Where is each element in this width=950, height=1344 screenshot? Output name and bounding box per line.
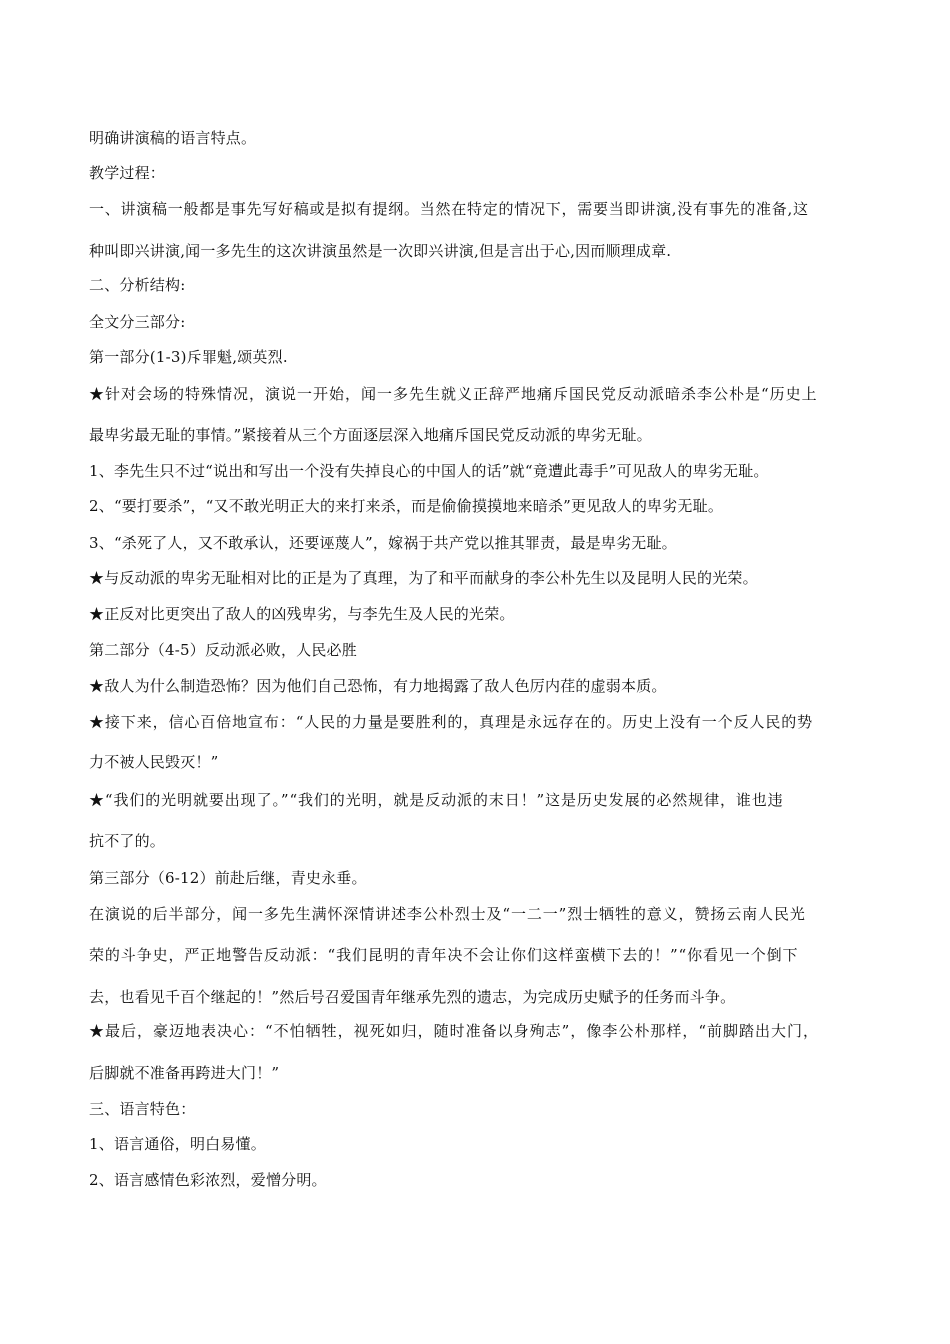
text-line: 全文分三部分: <box>89 313 186 331</box>
text-line: 第二部分（4-5）反动派必败，人民必胜 <box>89 641 357 659</box>
text-line: ★与反动派的卑劣无耻相对比的正是为了真理，为了和平而献身的李公朴先生以及昆明人民的光荣。 <box>89 569 758 587</box>
text-line: 二、分析结构: <box>89 276 186 294</box>
text-line: 抗不了的。 <box>89 832 166 850</box>
text-line: ★接下来，信心百倍地宣布：“人民的力量是要胜利的，真理是永远存在的。历史上没有一个反人民的势 <box>89 713 814 731</box>
text-line: 明确讲演稿的语言特点。 <box>89 129 257 147</box>
text-line: ★针对会场的特殊情况，演说一开始，闻一多先生就义正辞严地痛斥国民党反动派暗杀李公朴是“历史上 <box>89 385 818 403</box>
text-line: 1、李先生只不过“说出和写出一个没有失掉良心的中国人的话”就“竟遭此毒手”可见敌人的卑劣无耻。 <box>89 462 769 480</box>
text-line: 2、语言感情色彩浓烈，爱憎分明。 <box>89 1171 327 1189</box>
text-line: 最卑劣最无耻的事情。”紧接着从三个方面逐层深入地痛斥国民党反动派的卑劣无耻。 <box>89 426 652 444</box>
text-line: ★“我们的光明就要出现了。”“我们的光明，就是反动派的末日！”这是历史发展的必然规律，谁也违 <box>89 791 784 809</box>
text-line: 教学过程： <box>89 164 166 182</box>
text-line: 3、“杀死了人，又不敢承认，还要诬蔑人”，嫁祸于共产党以推其罪责，最是卑劣无耻。 <box>89 534 677 552</box>
text-line: ★最后，豪迈地表决心：“不怕牺牲，视死如归，随时准备以身殉志”，像李公朴那样，“前脚踏出大门， <box>89 1022 820 1040</box>
text-line: 后脚就不准备再跨进大门！” <box>89 1064 280 1082</box>
text-line: 去，也看见千百个继起的！”然后号召爱国青年继承先烈的遗志，为完成历史赋予的任务而斗争。 <box>89 988 736 1006</box>
text-line: 第三部分（6-12）前赴后继，青史永垂。 <box>89 869 367 887</box>
text-line: ★敌人为什么制造恐怖？因为他们自己恐怖，有力地揭露了敌人色厉内荏的虚弱本质。 <box>89 677 667 695</box>
text-line: ★正反对比更突出了敌人的凶残卑劣，与李先生及人民的光荣。 <box>89 605 515 623</box>
text-line: 种叫即兴讲演,闻一多先生的这次讲演虽然是一次即兴讲演,但是言出于心,因而顺理成章. <box>89 242 672 260</box>
text-line: 一、讲演稿一般都是事先写好稿或是拟有提纲。当然在特定的情况下，需要当即讲演,没有事先的准备,这 <box>89 200 809 218</box>
text-line: 荣的斗争史，严正地警告反动派：“我们昆明的青年决不会让你们这样蛮横下去的！”“你看见一个倒下 <box>89 946 799 964</box>
text-line: 三、语言特色： <box>89 1100 196 1118</box>
text-line: 力不被人民毁灭！” <box>89 753 219 771</box>
text-line: 2、“要打要杀”，“又不敢光明正大的来打来杀，而是偷偷摸摸地来暗杀”更见敌人的卑劣无耻。 <box>89 497 724 515</box>
text-line: 第一部分(1-3)斥罪魁,颂英烈. <box>89 348 288 366</box>
text-line: 1、语言通俗，明白易懂。 <box>89 1135 266 1153</box>
text-line: 在演说的后半部分，闻一多先生满怀深情讲述李公朴烈士及“一二一”烈士牺牲的意义，赞扬云南人民光 <box>89 905 806 923</box>
